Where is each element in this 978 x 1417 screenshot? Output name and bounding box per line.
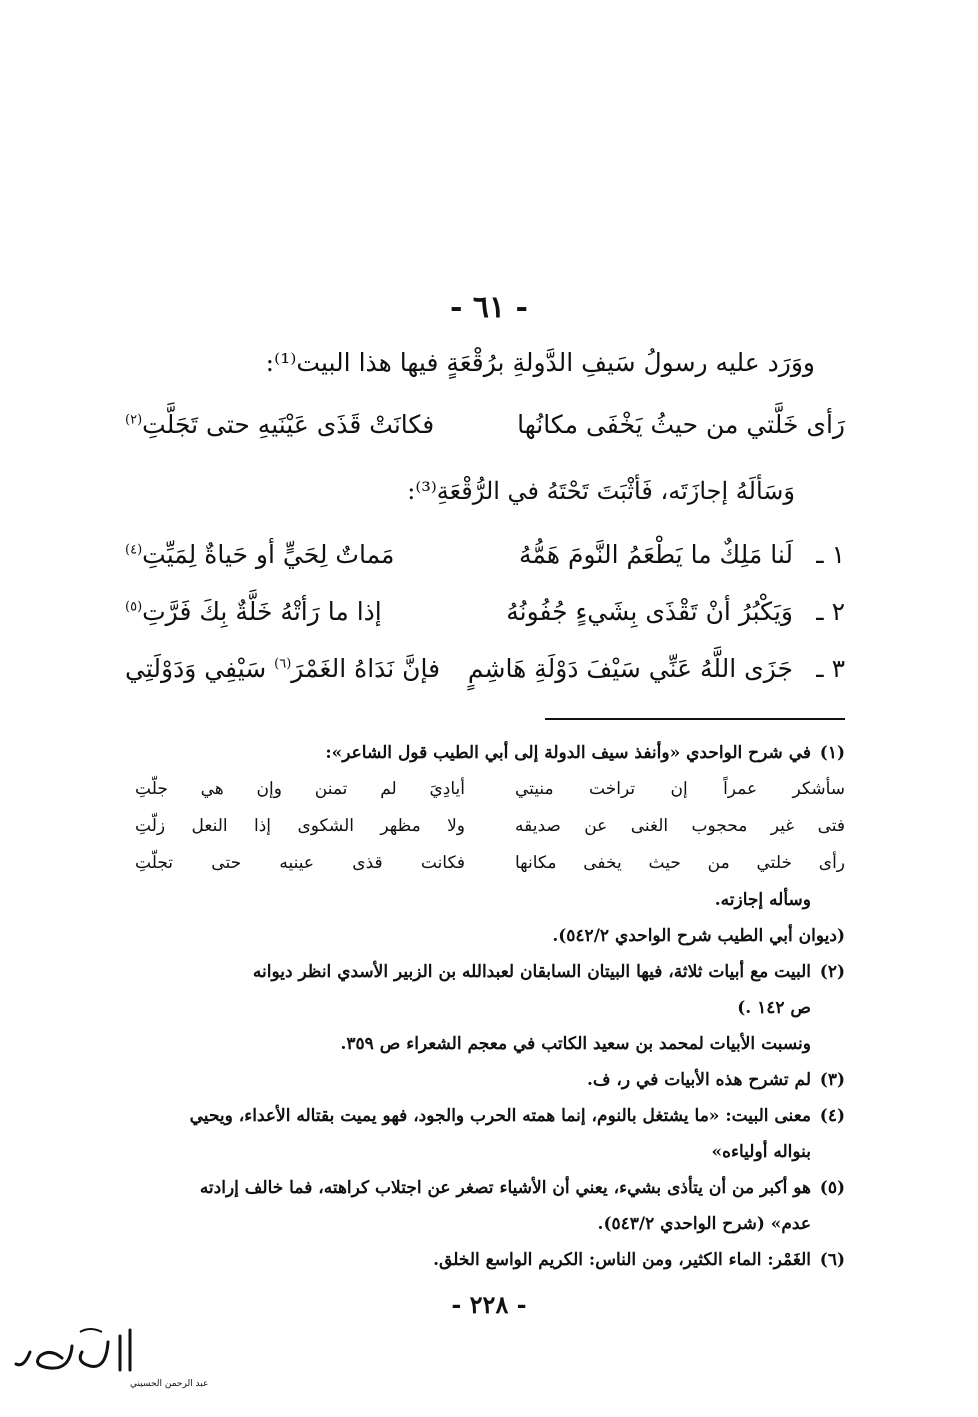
poem-number: - ٦١ - bbox=[449, 290, 529, 325]
footnote-ref: (٢) bbox=[125, 412, 143, 428]
footnote-ref: (٥) bbox=[125, 599, 143, 615]
verse-3 bbox=[125, 654, 845, 704]
verse-3-second-hemistich: فإنَّ نَدَاهُ الغَمْرَ$^{(٦)}$ سَيْفِي وَدَوْلَتِي bbox=[125, 654, 441, 683]
footnotes bbox=[135, 735, 845, 1278]
page-number: - ٢٢٨ - bbox=[451, 1290, 527, 1319]
verse-1-second-hemistich: مَماتٌ لِحَيٍّ أو حَياةٌ لِمَيِّتِ$^{(٤)}$ bbox=[125, 540, 395, 569]
svg-text:عبد الرحمن الحسيني: عبد الرحمن الحسيني bbox=[130, 1379, 209, 1389]
verse-number: ١ ـ bbox=[816, 540, 845, 569]
footnote-separator bbox=[545, 718, 845, 720]
verse-2-first-hemistich: وَيَكْبُرُ أنْ تَقْذَى بِشَيءٍ جُفُونُهُ bbox=[506, 597, 793, 626]
verse-0-second-hemistich: فكانَتْ قَذَى عَيْنَيهِ حتى تَجَلَّتِ$^{(٢)}$ bbox=[125, 410, 435, 439]
footnote-1-verse: رأى خلتي من حيث يخفى مكانها فكانت قذى عينيه حتى تجلّتِ bbox=[135, 853, 845, 873]
verse-2 bbox=[125, 597, 845, 647]
calligraphy-stamp-logo bbox=[10, 1322, 209, 1392]
footnote-2-continuation: ص ١٤٢ .) bbox=[737, 998, 811, 1018]
verse-2-second-hemistich: إذا ما رَأتْهُ خَلَّةٌ بِكَ فَرَّتِ$^{(٥)}$ bbox=[125, 597, 382, 626]
footnote-3: (٣)لم تشرح هذه الأبيات في ر، ف. bbox=[586, 1070, 845, 1090]
footnote-5-continuation: عدم» (شرح الواحدي ٥٤٣/٢). bbox=[597, 1214, 811, 1234]
footnote-2-line-2: ونسبت الأبيات لمحمد بن سعيد الكاتب في معجم الشعراء ص ٣٥٩. bbox=[340, 1034, 811, 1054]
footnote-4-continuation: بنواله أولياءه» bbox=[711, 1142, 811, 1162]
verse-3-first-hemistich: جَزَى اللَّهُ عَنِّي سَيْفَ دَوْلَةِ هَاشِمٍ bbox=[467, 654, 793, 683]
footnote-5: (٥)هو أكبر من أن يتأذى بشيء، يعني أن الأشياء تصغر عن اجتلاب كراهته، فما خالف إرادته bbox=[199, 1178, 845, 1198]
verse-number: ٢ ـ bbox=[816, 597, 845, 626]
verse-number: ٣ ـ bbox=[816, 654, 845, 683]
intro-line-2: وَسَألَهُ إجازَتَه، فَأثْبَتَ تَحْتَهُ في الرُّقْعَةِ⁽³⁾: bbox=[407, 477, 795, 505]
footnote-6: (٦)الغَمْر: الماء الكثير، ومن الناس: الكريم الواسع الخلق. bbox=[433, 1250, 845, 1270]
intro-line-1: ووَرَد عليه رسولُ سَيفِ الدَّولةِ برُقْعَةٍ فيها هذا البيت⁽¹⁾: bbox=[265, 348, 815, 377]
footnote-ref: (٦) bbox=[274, 656, 292, 672]
verse-1-first-hemistich: لَنا مَلِكٌ ما يَطْعَمُ النَّومَ هَمُّهُ bbox=[519, 540, 793, 569]
footnote-ref: (٤) bbox=[125, 542, 143, 558]
footnote-1-source: (ديوان أبي الطيب شرح الواحدي ٥٤٢/٢). bbox=[552, 926, 845, 946]
footnote-4: (٤)معنى البيت: «ما يشتغل بالنوم، إنما همته الحرب والجود، فهو يميت بقتاله الأعداء، ويحيي bbox=[189, 1106, 845, 1126]
verse-0-first-hemistich: رَأى خَلَّتي من حيثُ يَخْفَى مكانُها bbox=[517, 410, 845, 439]
footnote-1-verse: سأشكر عمراً إن تراخت منيتي أيادِيَ لم تمنن وإن هي جلّتِ bbox=[135, 779, 845, 799]
footnote-1: (١)في شرح الواحدي «وأنفذ سيف الدولة إلى أبي الطيب قول الشاعر»: bbox=[325, 743, 845, 763]
footnote-1-tail: وسأله إجازته. bbox=[714, 890, 811, 910]
footnote-1-verse: فتى غير محجوب الغنى عن صديقه ولا مظهر الشكوى إذا النعل زلّتِ bbox=[135, 816, 845, 836]
verse-1 bbox=[125, 540, 845, 590]
verse-0 bbox=[125, 410, 845, 460]
footnote-2: (٢)البيت مع أبيات ثلاثة، فيها البيتان السابقان لعبدالله بن الزبير الأسدي انظر ديوانه bbox=[252, 962, 845, 982]
